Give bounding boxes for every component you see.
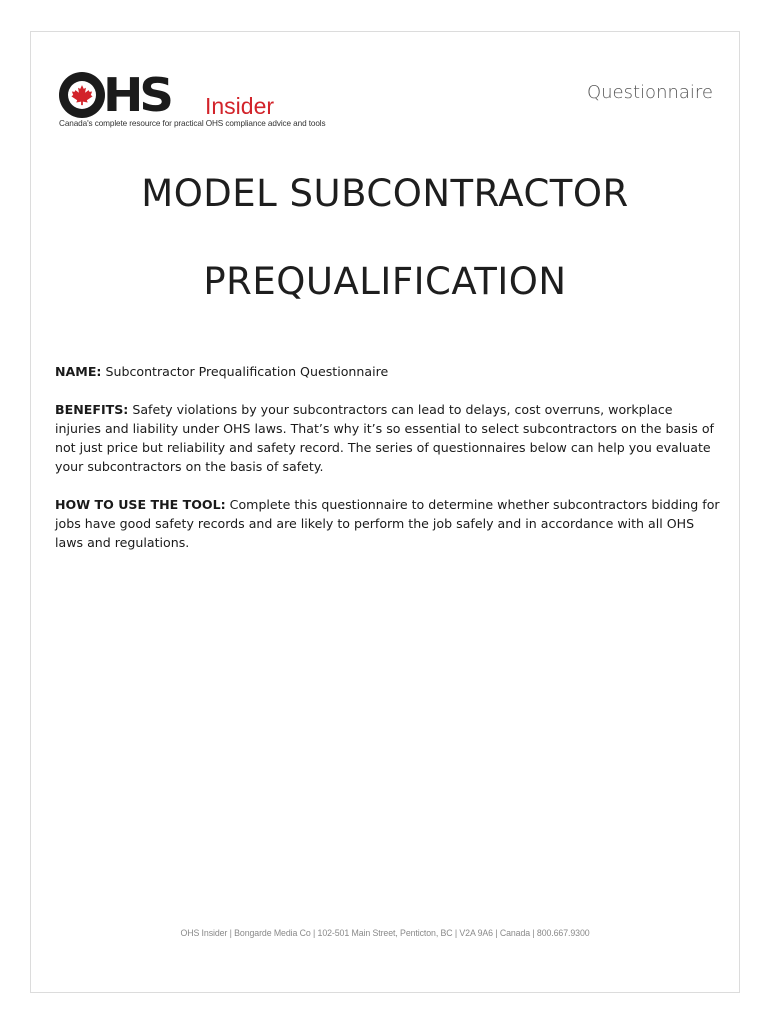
- how-to-label: HOW TO USE THE TOOL:: [55, 497, 226, 512]
- document-body: [55, 362, 720, 571]
- title-line-2: PREQUALIFICATION: [203, 260, 567, 303]
- benefits-paragraph: [55, 400, 720, 476]
- maple-leaf-icon: [71, 84, 93, 106]
- logo-tagline: Canada's complete resource for practical OHS compliance advice and tools: [59, 119, 326, 128]
- benefits-text: Safety violations by your subcontractors can lead to delays, cost overruns, workplace injuries and liability under OHS laws. That’s why it’s so essential to select subcontractors on the basis of not just price but reliability and safety record. The series of questionnaires below can help you evaluate your subcontractors on the basis of safety.: [55, 402, 714, 474]
- document-type-label: Questionnaire: [586, 82, 713, 103]
- document-page: [30, 31, 740, 993]
- name-label: NAME:: [55, 364, 102, 379]
- how-to-text: Complete this questionnaire to determine whether subcontractors bidding for jobs have good safety records and are likely to perform the job safely and in accordance with all OHS laws and regulations.: [55, 497, 720, 550]
- logo-brand-letters: HS: [103, 68, 170, 122]
- name-paragraph: [55, 362, 720, 381]
- ohs-insider-logo: [59, 68, 379, 132]
- page-footer: OHS Insider | Bongarde Media Co | 102-501 Main Street, Penticton, BC | V2A 9A6 | Canada | 800.667.9300: [180, 928, 590, 938]
- logo-letter-o: [59, 72, 105, 118]
- benefits-label: BENEFITS:: [55, 402, 129, 417]
- name-text: Subcontractor Prequalification Questionnaire: [101, 364, 389, 379]
- logo-sub: Insider: [205, 93, 275, 119]
- logo-wordmark: [59, 68, 170, 122]
- title-line-1: MODEL SUBCONTRACTOR: [141, 172, 629, 215]
- how-to-paragraph: [55, 495, 720, 552]
